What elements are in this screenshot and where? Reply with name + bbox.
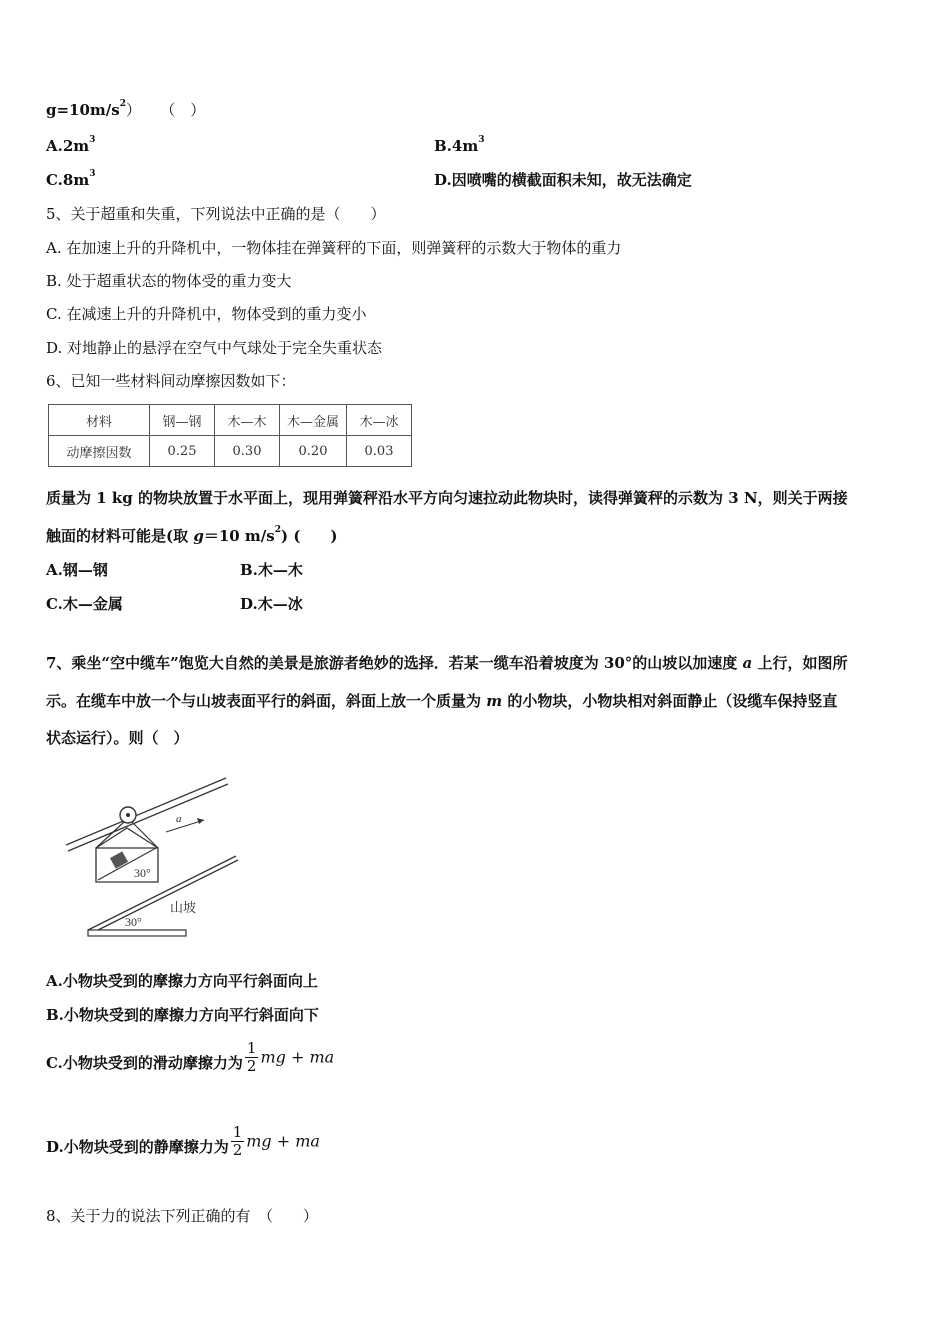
fraction-d-den: 2 [232,1141,243,1159]
q4-g-sup: 2 [119,99,126,109]
q5-option-b[interactable]: B. 处于超重状态的物体受的重力变大 [46,272,292,290]
q6-option-b[interactable]: B.木—木 [240,561,303,579]
q4-option-b-text: B.4m [434,137,479,155]
q5-stem: 5、关于超重和失重，下列说法中正确的是（ ） [46,205,386,223]
q4-option-b[interactable] [434,136,484,156]
cable-line-upper [66,778,226,845]
q7-line1 [46,653,848,673]
q7-option-c[interactable] [46,1040,334,1086]
table-header-row [49,405,412,436]
expr-c: mg + ma [260,1047,335,1067]
q7-line1-text-a: 7、乘坐“空中缆车”饱览大自然的美景是旅游者绝妙的选择．若某一缆车沿着坡度为 30°的山坡以加速度 [46,654,743,672]
q6-body-line1: 质量为 1 kg 的物块放置于水平面上，现用弹簧秤沿水平方向匀速拉动此物块时，读得弹簧秤的示数为 3 N，则关于两接 [46,489,848,507]
table-row-label: 动摩擦因数 [49,436,150,467]
table-header-cell: 木—冰 [347,405,412,436]
q6-body-sup: 2 [274,525,281,535]
q6-body-text-c: ) ( ) [281,527,338,545]
q7-option-b[interactable]: B.小物块受到的摩擦力方向平行斜面向下 [46,1006,319,1024]
pulley-axle [126,813,130,817]
accel-label: a [176,813,182,825]
q4-option-c-sup: 3 [89,169,96,179]
q6-stem: 6、已知一些材料间动摩擦因数如下： [46,372,296,390]
table-header-cell: 木—金属 [280,405,347,436]
table-header-cell: 钢—钢 [150,405,215,436]
q4-g-text: g=10m/s [46,101,120,119]
q6-option-c[interactable]: C.木—金属 [46,595,123,613]
fraction-c-den: 2 [246,1057,257,1075]
q7-line2-text-a: 示。在缆车中放一个与山坡表面平行的斜面，斜面上放一个质量为 [46,692,487,710]
q6-body-text-a: 触面的材料可能是(取 [46,527,194,545]
q4-option-d[interactable] [434,170,692,190]
friction-table [48,404,412,467]
fraction-d [231,1124,245,1159]
expr-d: mg + ma [246,1131,320,1151]
q6-option-a[interactable]: A.钢—钢 [46,561,108,579]
q6-body-line2 [46,526,338,546]
table-cell: 0.20 [280,436,347,467]
fraction-d-num: 1 [232,1123,243,1141]
slope-angle-label: 30° [125,915,142,929]
q5-option-c[interactable]: C. 在减速上升的升降机中，物体受到的重力变小 [46,305,367,323]
q7-line3: 状态运行）。则（ ） [46,729,189,747]
table-header-cell: 材料 [49,405,150,436]
q4-option-c-text: C.8m [46,171,90,189]
q8-stem: 8、关于力的说法下列正确的有 （ ） [46,1207,319,1225]
q4-option-d-text: D.因喷嘴的横截面积未知，故无法确定 [434,171,692,189]
table-header-cell: 木—木 [215,405,280,436]
q5-option-a[interactable]: A. 在加速上升的升降机中，一物体挂在弹簧秤的下面，则弹簧秤的示数大于物体的重力 [46,239,622,257]
hanger-right [132,822,158,848]
q4-paren: （ ） [160,101,206,119]
q7-option-d[interactable] [46,1124,320,1170]
q7-var-m: m [486,692,503,710]
q7-var-a: a [742,654,753,672]
q7-option-c-text: C.小物块受到的滑动摩擦力为 [46,1054,243,1072]
q7-option-a[interactable]: A.小物块受到的摩擦力方向平行斜面向上 [46,972,318,990]
q4-close: ） [126,101,142,119]
q4-option-a[interactable] [46,136,95,156]
q7-option-d-text: D.小物块受到的静摩擦力为 [46,1138,229,1156]
q7-line2-text-b: 的小物块，小物块相对斜面静止（设缆车保持竖直 [502,692,838,710]
q6-body-g: g [193,527,204,545]
q7-line1-text-b: 上行，如图所 [752,654,848,672]
table-cell: 0.25 [150,436,215,467]
fraction-c-num: 1 [246,1039,257,1057]
accel-arrow-head [197,818,204,824]
cabin-angle-label: 30° [134,866,151,880]
q6-option-d[interactable]: D.木—冰 [240,595,303,613]
q6-body-text-b: ＝10 m/s [203,527,275,545]
table-cell: 0.03 [347,436,412,467]
q4-option-c[interactable] [46,170,95,190]
q4-option-a-sup: 3 [89,135,96,145]
table-row [49,436,412,467]
q4-option-a-text: A.2m [46,137,90,155]
q7-line2 [46,691,837,711]
q5-option-d[interactable]: D. 对地静止的悬浮在空气中气球处于完全失重状态 [46,339,383,357]
q4-option-b-sup: 3 [478,135,485,145]
ground-base [88,930,186,936]
slope-label: 山坡 [170,901,197,916]
fraction-c [245,1040,259,1075]
table-cell: 0.30 [215,436,280,467]
cable-car-figure [58,770,248,940]
q4-tail [46,100,205,120]
